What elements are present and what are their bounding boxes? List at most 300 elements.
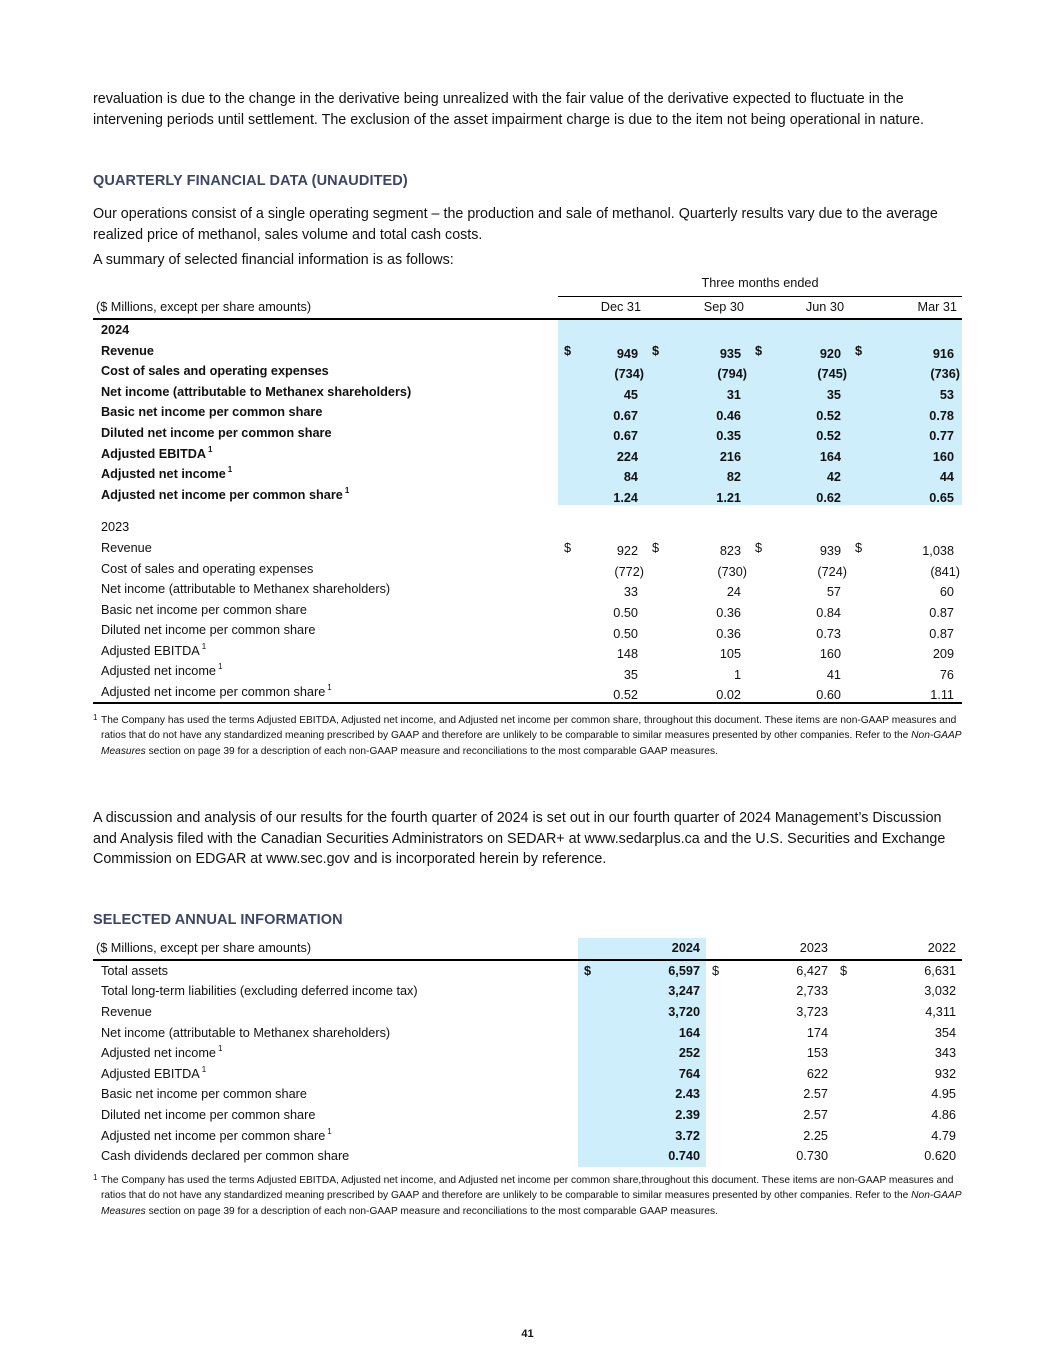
currency-cell [578,1064,598,1085]
table-row [93,340,962,361]
row-label [93,464,558,485]
table-row [93,558,962,579]
row-label [93,1043,578,1064]
currency-cell [558,661,573,682]
value-cell: 0.73 [816,626,841,641]
currency-cell [706,1084,726,1105]
value-cell: 0.620 [924,1149,956,1164]
currency-cell [749,620,764,641]
currency-cell [558,579,573,600]
value-cell: 41 [826,667,841,682]
currency-symbol: $ [755,343,763,358]
currency-cell [834,1105,854,1126]
row-label-text: Adjusted EBITDA [101,643,200,658]
row-label [93,1146,578,1167]
row-label [93,558,558,579]
value-cell: 0.02 [661,682,749,704]
currency-symbol: $ [855,540,863,555]
value-cell: 224 [573,443,646,464]
currency-cell [646,641,661,662]
currency-cell [834,1064,854,1085]
table-row [93,1105,962,1126]
currency-cell [849,484,864,505]
footnote-marker: 1 [201,641,207,651]
value-cell: 764 [598,1064,706,1085]
currency-cell [646,620,661,641]
column-header: 2022 [854,938,962,960]
value-cell: 45 [573,381,646,402]
row-label [93,1002,578,1023]
value-cell: 343 [934,1046,956,1061]
value-cell: 2,733 [796,984,828,999]
currency-cell [749,538,764,559]
row-label-text: Revenue [101,343,154,358]
row-label [93,682,558,704]
currency-cell [849,620,864,641]
currency-cell [849,661,864,682]
value-cell: 0.67 [573,423,646,444]
footnote-text-after: section on page 39 for a description of each non-GAAP measure and reconciliations to the most comparable GAAP measures. [145,745,718,757]
row-label [93,381,558,402]
value-cell: 0.78 [864,402,962,423]
row-label-text: Total long-term liabilities (excluding deferred income tax) [101,984,418,999]
footnote-marker: 1 [201,1064,207,1074]
currency-cell [749,599,764,620]
currency-cell [578,1043,598,1064]
value-cell: 0.62 [764,484,849,505]
currency-symbol: $ [712,963,720,978]
row-label-text: Cost of sales and operating expenses [101,561,314,576]
table-row [93,599,962,620]
currency-cell [646,423,661,444]
row-label-text: Diluted net income per common share [101,1108,316,1123]
currency-cell [834,1022,854,1043]
currency-cell [706,1022,726,1043]
value-cell: (736) [864,361,962,382]
currency-cell [749,381,764,402]
cell-blank [764,517,849,538]
row-label-text: Total assets [101,963,168,978]
value-cell: 932 [934,1066,956,1081]
cell-blank [864,319,962,341]
cell-blank [661,517,749,538]
table-row [93,1022,962,1043]
value-cell: (724) [817,564,847,579]
row-label [93,423,558,444]
currency-cell [558,381,573,402]
column-header: Mar 31 [864,297,962,319]
period-header: Three months ended [558,276,962,297]
currency-cell [578,1146,598,1167]
column-header: Sep 30 [661,297,749,319]
page-number: 41 [521,1328,534,1340]
currency-cell [749,361,764,382]
row-label [93,641,558,662]
cell-blank [646,517,661,538]
currency-cell [749,579,764,600]
header-spacer [646,297,661,319]
currency-cell [646,558,661,579]
currency-cell [646,661,661,682]
value-cell: 2.39 [598,1105,706,1126]
footnote-marker: 1 [93,713,98,722]
currency-cell [849,682,864,704]
currency-cell [706,1146,726,1167]
value-cell: 105 [719,647,741,662]
currency-cell [578,1022,598,1043]
value-cell: (794) [661,361,749,382]
row-label [93,538,558,559]
value-cell: 0.730 [796,1149,828,1164]
value-cell: 1 [733,667,741,682]
value-cell: 160 [819,647,841,662]
year-label: 2023 [101,520,130,535]
quarterly-heading: QUARTERLY FINANCIAL DATA (UNAUDITED) [93,173,408,189]
value-cell: 57 [826,585,841,600]
row-label [93,661,558,682]
value-cell: 84 [573,464,646,485]
value-cell: 216 [661,443,749,464]
currency-cell [834,1084,854,1105]
value-cell: 209 [932,647,954,662]
currency-cell [558,361,573,382]
currency-symbol: $ [855,343,863,358]
value-cell: 0.740 [598,1146,706,1167]
currency-cell [834,1146,854,1167]
currency-cell [849,538,864,559]
cell-blank [573,517,646,538]
currency-cell [558,538,573,559]
table-row [93,538,962,559]
value-cell: (730) [717,564,747,579]
currency-symbol: $ [840,963,848,978]
header-spacer [749,297,764,319]
value-cell: 164 [764,443,849,464]
currency-cell [849,443,864,464]
table-row [93,682,962,704]
column-header: Dec 31 [573,297,646,319]
currency-cell [749,464,764,485]
row-label [93,361,558,382]
value-cell: 0.77 [864,423,962,444]
value-cell: 1.24 [573,484,646,505]
currency-cell [834,1125,854,1146]
cell-blank [849,517,864,538]
currency-symbol: $ [652,540,660,555]
value-cell: 60 [939,585,954,600]
footnote-text-before: The Company has used the terms Adjusted EBITDA, Adjusted net income, and Adjusted net income per common share, throughout this document. These items are non-GAAP measures and ratios that do not have any standardized meaning prescribed by GAAP and therefore are unlikely to be comparable to similar measures presented by other companies. Refer to the [101,715,957,742]
footnote-marker: 1 [327,683,332,693]
value-cell: 3.72 [598,1125,706,1146]
row-label [93,1064,578,1085]
cell-blank [864,517,962,538]
table-row [93,1084,962,1105]
row-label [93,620,558,641]
table-row [93,1064,962,1085]
currency-cell [749,661,764,682]
footnote-text [101,713,962,759]
currency-cell [558,402,573,423]
currency-cell [646,599,661,620]
value-cell: 44 [864,464,962,485]
currency-cell [646,682,661,704]
value-cell: 252 [598,1043,706,1064]
value-cell: 3,032 [924,984,956,999]
currency-cell [578,1125,598,1146]
table-row [93,1043,962,1064]
quarterly-summary: A summary of selected financial information is as follows: [93,252,454,268]
annual-footnote [93,1173,962,1219]
currency-cell [749,340,764,361]
currency-cell [749,682,764,704]
currency-cell [849,641,864,662]
table-row [93,1125,962,1146]
currency-cell [706,1105,726,1126]
table-row [93,641,962,662]
cell-blank [661,319,749,341]
footnote-marker: 1 [93,1173,98,1182]
currency-cell [849,340,864,361]
cell-blank [646,319,661,341]
value-cell: 160 [864,443,962,464]
quarterly-column-header-row [93,297,962,319]
table-row [93,579,962,600]
value-cell: 53 [864,381,962,402]
table-row [93,402,962,423]
footnote-marker: 1 [327,1126,332,1136]
table-row [93,981,962,1002]
currency-cell [849,381,864,402]
value-cell: 0.84 [816,606,841,620]
value-cell: 82 [661,464,749,485]
value-cell: 35 [764,381,849,402]
currency-symbol: $ [584,963,592,978]
header-spacer [706,938,726,960]
value-cell: 24 [726,585,741,600]
currency-cell [749,558,764,579]
cell-blank [849,319,864,341]
row-label [93,599,558,620]
value-cell: 4,311 [925,1005,956,1020]
header-spacer [578,938,598,960]
row-label-text: Diluted net income per common share [101,425,332,440]
value-cell: 2.43 [598,1084,706,1105]
quarterly-footnote [93,713,962,759]
value-cell: 42 [764,464,849,485]
table-row [93,423,962,444]
footnote-marker: 1 [344,485,350,495]
value-cell: 4.86 [931,1108,956,1123]
value-cell: 0.50 [613,626,638,641]
currency-cell [558,620,573,641]
column-header: Jun 30 [764,297,849,319]
row-label-text: Revenue [101,540,152,555]
row-label [93,443,558,464]
currency-cell [749,641,764,662]
value-cell: 148 [616,647,638,662]
quarterly-paragraph: Our operations consist of a single operating segment – the production and sale of methanol. Quarterly results vary due to the average realized price of methanol, sales volume and total cash costs. [93,206,938,243]
row-label-text: Net income (attributable to Methanex shareholders) [101,384,412,399]
currency-cell [558,558,573,579]
discussion-paragraph: A discussion and analysis of our results for the fourth quarter of 2024 is set out in our fourth quarter of 2024 Management’s Discussion and Analysis filed with the Canadian Securities Administrators on SEDAR+ at www.sedarplus.ca and the U.S. Securities and Exchange Commission on EDGAR at www.sec.gov and is incorporated herein by reference. [93,810,946,868]
value-cell: 2.57 [803,1108,828,1123]
units-label: ($ Millions, except per share amounts) [93,297,558,319]
value-cell: 922 [616,544,638,559]
value-cell: 823 [719,544,741,559]
value-cell: (841) [930,564,960,579]
cell-blank [749,517,764,538]
currency-cell [749,423,764,444]
currency-cell [849,558,864,579]
row-label [93,1022,578,1043]
table-row [93,464,962,485]
table-row [93,661,962,682]
row-label-text: Diluted net income per common share [101,623,316,638]
table-row [93,1146,962,1167]
currency-symbol: $ [564,343,572,358]
currency-cell [849,579,864,600]
row-label [93,402,558,423]
row-label [93,981,578,1002]
value-cell: (772) [614,564,644,579]
value-cell: 2.25 [803,1128,828,1143]
currency-cell [849,423,864,444]
value-cell: 1,038 [922,544,954,559]
cell-blank [764,319,849,341]
currency-cell [646,381,661,402]
annual-heading: SELECTED ANNUAL INFORMATION [93,912,343,928]
currency-cell [646,538,661,559]
year-row [93,319,962,341]
currency-cell [749,443,764,464]
currency-cell [558,340,573,361]
value-cell: 0.87 [929,606,954,620]
currency-cell [558,682,573,704]
value-cell: 1.11 [864,682,962,704]
row-label-text: Adjusted net income per common share [101,487,343,502]
value-cell: 33 [623,585,638,600]
currency-cell [706,1125,726,1146]
currency-cell [578,1084,598,1105]
footnote-text [101,1173,962,1219]
value-cell: 35 [623,667,638,682]
table-row [93,361,962,382]
row-label-text: Basic net income per common share [101,1087,307,1102]
value-cell: 0.52 [573,682,646,704]
table-row [93,381,962,402]
row-label [93,579,558,600]
intro-paragraph: revaluation is due to the change in the derivative being unrealized with the fair value of the derivative expected to fluctuate in the intervening periods until settlement. The exclusion of the asset impairment charge is due to the item not being operational in nature. [93,91,925,128]
currency-cell [749,484,764,505]
value-cell: 0.36 [716,606,741,620]
currency-cell [849,599,864,620]
currency-symbol: $ [755,540,763,555]
row-label-text: Cash dividends declared per common share [101,1149,350,1164]
value-cell: 174 [806,1025,828,1040]
header-spacer [834,938,854,960]
row-label-text: Basic net income per common share [101,602,307,617]
value-cell: 76 [939,667,954,682]
currency-cell [578,1002,598,1023]
value-cell: 0.52 [764,423,849,444]
value-cell: 164 [598,1022,706,1043]
value-cell: 0.60 [764,682,849,704]
value-cell: 1.21 [661,484,749,505]
value-cell: (734) [573,361,646,382]
row-label [93,340,558,361]
table-row [93,443,962,464]
currency-cell [646,402,661,423]
units-label: ($ Millions, except per share amounts) [93,938,578,960]
value-cell: 6,631 [924,963,956,978]
currency-symbol: $ [652,343,660,358]
currency-cell [646,443,661,464]
currency-cell [849,361,864,382]
annual-column-header-row [93,938,962,960]
currency-cell [578,1105,598,1126]
value-cell: 0.46 [661,402,749,423]
cell-blank [558,319,573,341]
currency-cell [749,402,764,423]
row-label [93,1105,578,1126]
footnote-text-after: section on page 39 for a description of each non-GAAP measure and reconciliations to the most comparable GAAP measures. [145,1205,718,1217]
footnote-marker: 1 [227,465,233,475]
currency-cell [578,960,598,982]
cell-blank [749,319,764,341]
annual-table [93,938,962,1167]
value-cell: 0.35 [661,423,749,444]
value-cell: 3,723 [796,1005,828,1020]
currency-cell [558,599,573,620]
currency-cell [849,402,864,423]
row-label-text: Adjusted net income [101,467,226,482]
row-label-text: Adjusted net income per common share [101,685,326,700]
row-label-text: Adjusted net income [101,1046,216,1061]
row-label-text: Adjusted net income per common share [101,1128,326,1143]
currency-cell [706,960,726,982]
currency-cell [646,484,661,505]
value-cell: 0.50 [613,606,638,620]
value-cell: 3,720 [598,1002,706,1023]
table-row [93,620,962,641]
column-header: 2023 [726,938,834,960]
year-label: 2024 [101,322,130,337]
value-cell: 949 [573,340,646,361]
footnote-marker: 1 [217,1044,223,1054]
currency-cell [646,361,661,382]
currency-cell [849,464,864,485]
value-cell: 6,597 [598,960,706,982]
value-cell: 3,247 [598,981,706,1002]
value-cell: 622 [806,1066,828,1081]
currency-cell [834,1002,854,1023]
currency-cell [558,484,573,505]
row-label [93,484,558,505]
currency-cell [834,1043,854,1064]
currency-cell [706,1064,726,1085]
row-label [93,1084,578,1105]
footnote-text-before: The Company has used the terms Adjusted EBITDA, Adjusted net income, and Adjusted net income per common share,throughout this document. These items are non-GAAP measures and ratios that do not have any standardized meaning prescribed by GAAP and therefore are unlikely to be comparable to similar measures presented by other companies. Refer to the [101,1175,954,1202]
row-label-text: Adjusted net income [101,664,216,679]
row-label [93,960,578,982]
value-cell: 0.36 [716,626,741,641]
value-cell: 0.87 [929,626,954,641]
currency-cell [834,960,854,982]
row-label-text: Revenue [101,1005,152,1020]
currency-cell [834,981,854,1002]
value-cell: 939 [819,544,841,559]
value-cell: 0.67 [573,402,646,423]
